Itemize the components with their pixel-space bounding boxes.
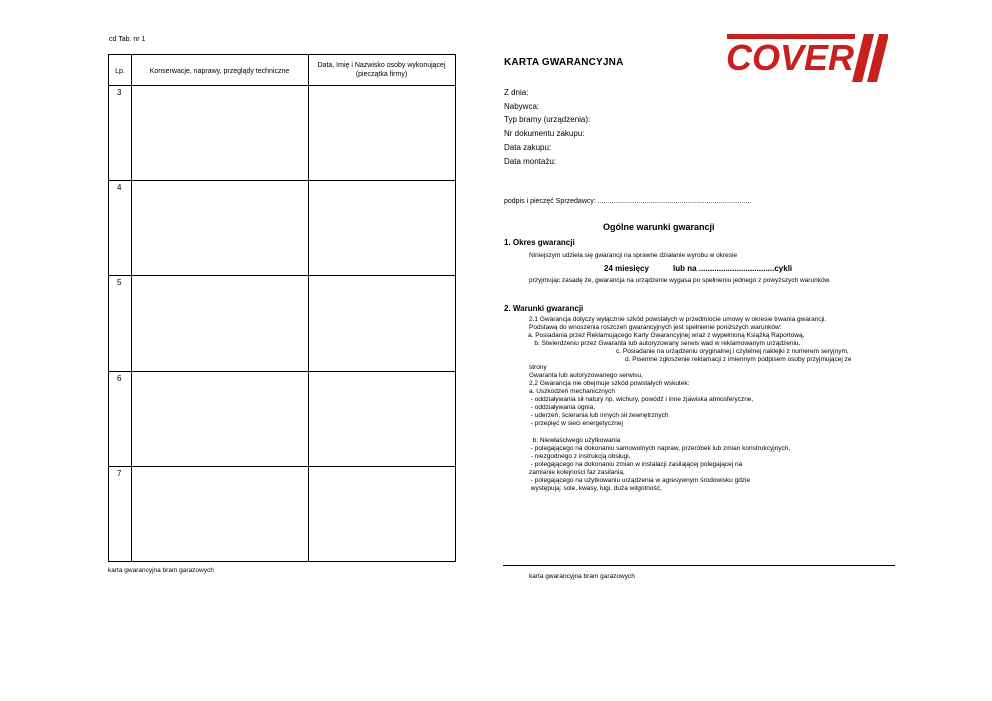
section1-line2: przyjmując zasadę że, gwarancja na urządzenie wygasa po spełnieniu jednego z powyższych warunków.: [529, 277, 831, 284]
row-number: 3: [117, 88, 122, 97]
logo-text: COVER: [726, 37, 854, 78]
condition-line: - polegającego na dokonaniu zmian w instalacji zasilającej polegającej na: [529, 461, 743, 468]
seller-signature-line: podpis i pieczęć Sprzedawcy: ...............................................................................: [504, 198, 752, 205]
footer-left: karta gwarancyjna bram garazowych: [108, 567, 214, 574]
header-date-person: [308, 61, 455, 79]
condition-spacer: [529, 428, 889, 437]
row-number: 5: [117, 278, 122, 287]
condition-line: występują: sole, kwasy, ługi, duża wilgotność,: [529, 485, 662, 492]
field-install-date: Data montażu:: [504, 157, 557, 166]
warranty-months: 24 miesięcy: [604, 264, 649, 273]
condition-line: strony: [529, 364, 547, 371]
condition-line: - uderzeń, ścierania lub innych sił zewnętrznych: [529, 412, 669, 419]
column-divider: [308, 55, 309, 561]
header-date-line2: (pieczątka firmy): [355, 71, 408, 78]
condition-line: zamianie kolejności faz zasilania,: [529, 469, 625, 476]
footer-right: karta gwarancyjna bram garazowych: [529, 573, 635, 580]
section2-conditions: [529, 316, 889, 493]
condition-line: - niezgodnego z instrukcją obsługi,: [529, 453, 631, 460]
maintenance-table: [108, 54, 456, 562]
row-divider: [109, 180, 455, 181]
row-divider: [109, 371, 455, 372]
field-date: Z dnia:: [504, 88, 529, 97]
cover-logo: [724, 30, 888, 84]
field-purchase-document: Nr dokumentu zakupu:: [504, 129, 585, 138]
condition-line: Gwaranta lub autoryzowanego serwisu,: [529, 372, 643, 379]
header-conservation: Konserwacje, naprawy, przeglądy techniczne: [149, 68, 290, 75]
row-number: 6: [117, 374, 122, 383]
condition-line: a. Uszkodzeń mechanicznych: [529, 388, 615, 395]
header-date-line1: Data, Imię i Nazwisko osoby wykonującej: [317, 62, 446, 69]
condition-line: d. Pisemne zgłoszenie reklamacji z imiennym podpisem osoby przyjmującej ze: [625, 356, 852, 363]
field-purchase-date: Data zakupu:: [504, 143, 552, 152]
footer-rule: [503, 565, 895, 566]
section1-title: 1. Okres gwarancji: [504, 238, 575, 247]
field-buyer: Nabywca:: [504, 102, 540, 111]
section2-title: 2. Warunki gwarancji: [504, 304, 584, 313]
condition-line: - oddziaływania ognia,: [529, 404, 596, 411]
row-divider: [109, 466, 455, 467]
card-title: KARTA GWARANCYJNA: [504, 57, 624, 68]
condition-line: - polegającego na dokonaniu samowolnych napraw, przeróbek lub zmian konstrukcyjnych,: [529, 445, 791, 452]
condition-line: b. Stwierdzeniu przez Gwaranta lub autoryzowany serwis wad w reklamowanym urządzeniu,: [529, 340, 801, 347]
condition-line: - oddziaływania sił natury np. wichury, powódź i inne zjawiska atmosferyczne,: [529, 396, 754, 403]
section1-line1: Niniejszym udziela się gwarancji na sprawne działanie wyrobu w okresie: [529, 252, 738, 259]
condition-line: c. Posiadanie na urządzeniu oryginalnej i czytelnej naklejki z numerem seryjnym,: [616, 348, 849, 355]
row-number: 4: [117, 183, 122, 192]
warranty-cycles: lub na ..................................cykli: [673, 264, 793, 273]
row-divider: [109, 275, 455, 276]
condition-line: - polegającego na użytkowaniu urządzenia w agresywnym środowisku gdzie: [529, 477, 751, 484]
field-gate-type: Typ bramy (urządzenia):: [504, 115, 591, 124]
condition-line: - przepięć w sieci energetycznej: [529, 420, 623, 427]
cover-logo-graphic: [724, 30, 888, 84]
header-lp: Lp.: [115, 68, 125, 75]
condition-line: Podstawą do wnoszenia roszczeń gwarancyjnych jest spełnienie poniższych warunków:: [529, 324, 782, 331]
tab-label: cd Tab. nr 1: [109, 36, 146, 43]
header-divider: [109, 85, 455, 86]
condition-line: 2.1 Gwarancja dotyczy wyłącznie szkód powstałych w przedmiocie umowy w okresie trwania gwarancji.: [529, 316, 827, 323]
condition-line: a. Posiadania przez Reklamującego Karty Gwarancyjnej wraz z wypełnioną Książką Raportową,: [528, 332, 805, 339]
general-conditions-title: Ogólne warunki gwarancji: [603, 222, 715, 232]
column-divider: [131, 55, 132, 561]
condition-line: 2.2 Gwarancja nie obejmuje szkód powstałych wskutek:: [529, 380, 690, 387]
row-number: 7: [117, 469, 122, 478]
condition-line: b. Niewłaściwego użytkowania: [529, 437, 621, 444]
